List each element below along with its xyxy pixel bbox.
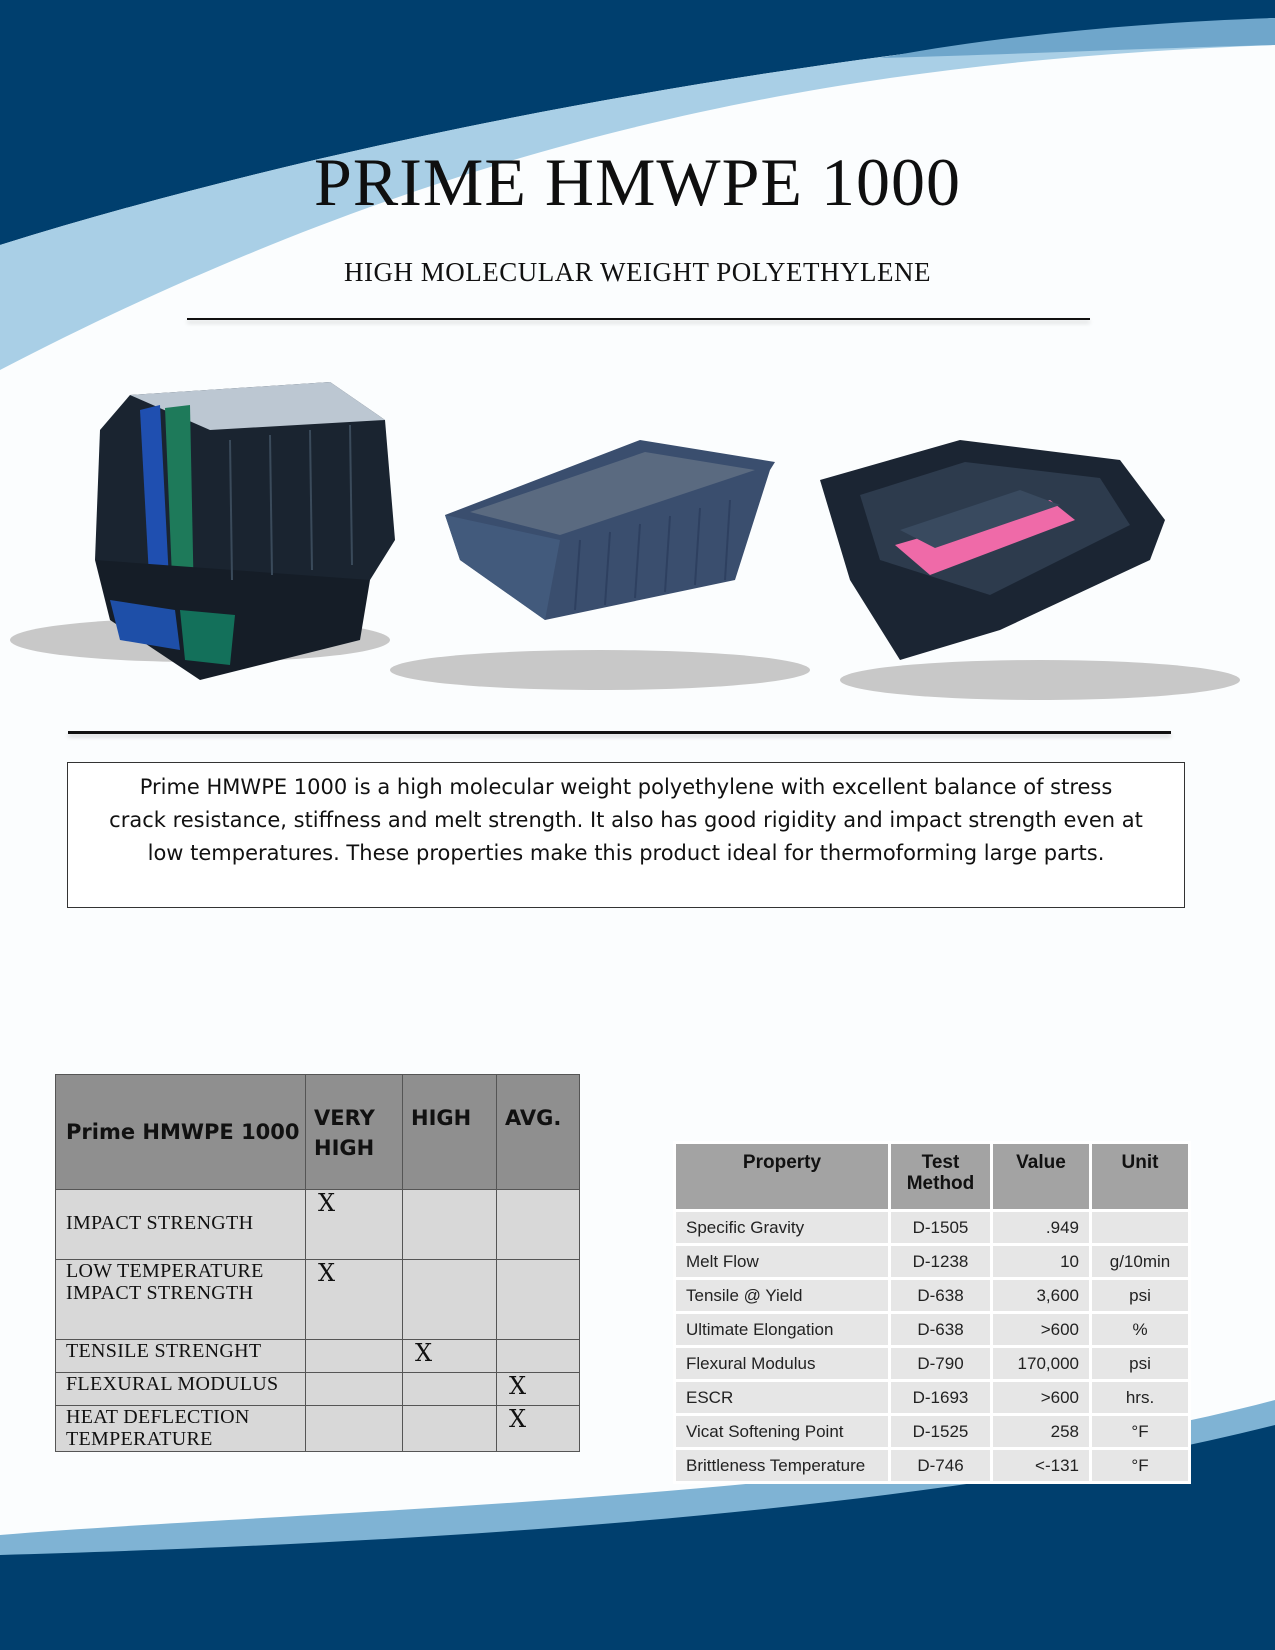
rating-header-row — [56, 1075, 580, 1190]
spec-header-value: Value — [993, 1144, 1089, 1209]
rating-row-label: TENSILE STRENGHT — [66, 1340, 262, 1362]
spec-row — [676, 1246, 1188, 1277]
spec-unit: psi — [1092, 1348, 1188, 1379]
spec-header-test-method: Test Method — [891, 1144, 990, 1209]
spec-unit: hrs. — [1092, 1382, 1188, 1413]
spec-header-unit: Unit — [1092, 1144, 1188, 1209]
shadow — [390, 650, 810, 690]
middle-divider — [68, 731, 1171, 734]
spec-property: Tensile @ Yield — [676, 1280, 888, 1311]
spec-property: Vicat Softening Point — [676, 1416, 888, 1447]
product-images — [0, 370, 1275, 710]
page-title: PRIME HMWPE 1000 — [314, 144, 961, 220]
spec-header-property: Property — [676, 1144, 888, 1209]
rating-row — [56, 1340, 580, 1373]
shadow — [840, 660, 1240, 700]
rating-row-label: LOW TEMPERATURE IMPACT STRENGTH — [66, 1260, 264, 1304]
spec-property: Specific Gravity — [676, 1212, 888, 1243]
spec-method: D-638 — [891, 1280, 990, 1311]
rating-header-avg: AVG. — [497, 1075, 580, 1190]
rating-row — [56, 1373, 580, 1406]
spec-row — [676, 1314, 1188, 1345]
stacked-container-image — [95, 382, 395, 680]
rating-row-label: FLEXURAL MODULUS — [66, 1373, 279, 1395]
rating-header-product: Prime HMWPE 1000 — [56, 1075, 306, 1190]
rating-header-very-high: VERY HIGH — [306, 1075, 403, 1190]
spec-method: D-1693 — [891, 1382, 990, 1413]
rating-row-label: IMPACT STRENGTH — [66, 1212, 254, 1234]
spec-method: D-638 — [891, 1314, 990, 1345]
spec-value: >600 — [993, 1314, 1089, 1345]
spec-method: D-1505 — [891, 1212, 990, 1243]
spec-method: D-1525 — [891, 1416, 990, 1447]
spec-header-row — [676, 1144, 1188, 1209]
spec-unit — [1092, 1212, 1188, 1243]
rating-mark: X — [318, 1259, 336, 1287]
spec-row — [676, 1348, 1188, 1379]
rating-row-label: HEAT DEFLECTION TEMPERATURE — [66, 1406, 250, 1450]
spec-unit: g/10min — [1092, 1246, 1188, 1277]
spec-row — [676, 1280, 1188, 1311]
rating-mark: X — [509, 1372, 527, 1400]
spec-property: Brittleness Temperature — [676, 1450, 888, 1481]
spec-unit: °F — [1092, 1416, 1188, 1447]
spec-property: ESCR — [676, 1382, 888, 1413]
page-subtitle: HIGH MOLECULAR WEIGHT POLYETHYLENE — [344, 257, 931, 287]
rating-row — [56, 1260, 580, 1340]
tool-tray-image — [820, 440, 1165, 660]
product-description: Prime HMWPE 1000 is a high molecular weight polyethylene with excellent balance of stress crack resistance, stiffness and melt strength. It also has good rigidity and impact strength even at low temperatures. These properties make this product ideal for thermoforming large parts. — [67, 762, 1185, 908]
spec-row — [676, 1212, 1188, 1243]
spec-unit: psi — [1092, 1280, 1188, 1311]
spec-method: D-1238 — [891, 1246, 990, 1277]
rating-mark: X — [318, 1189, 336, 1217]
rating-mark: X — [509, 1405, 527, 1433]
spec-value: 10 — [993, 1246, 1089, 1277]
rating-row — [56, 1406, 580, 1452]
spec-value: <-131 — [993, 1450, 1089, 1481]
spec-row — [676, 1416, 1188, 1447]
spec-method: D-790 — [891, 1348, 990, 1379]
spec-value: .949 — [993, 1212, 1089, 1243]
spec-value: >600 — [993, 1382, 1089, 1413]
rating-row — [56, 1190, 580, 1260]
spec-value: 3,600 — [993, 1280, 1089, 1311]
spec-property: Flexural Modulus — [676, 1348, 888, 1379]
spec-value: 258 — [993, 1416, 1089, 1447]
spec-unit: % — [1092, 1314, 1188, 1345]
spec-method: D-746 — [891, 1450, 990, 1481]
spec-table — [673, 1141, 1191, 1484]
spec-value: 170,000 — [993, 1348, 1089, 1379]
long-tray-image — [445, 440, 775, 620]
spec-property: Melt Flow — [676, 1246, 888, 1277]
spec-row — [676, 1382, 1188, 1413]
rating-mark: X — [415, 1339, 433, 1367]
top-divider — [187, 318, 1090, 320]
spec-unit: °F — [1092, 1450, 1188, 1481]
rating-table — [55, 1074, 580, 1452]
spec-row — [676, 1450, 1188, 1481]
spec-property: Ultimate Elongation — [676, 1314, 888, 1345]
rating-header-high: HIGH — [403, 1075, 497, 1190]
